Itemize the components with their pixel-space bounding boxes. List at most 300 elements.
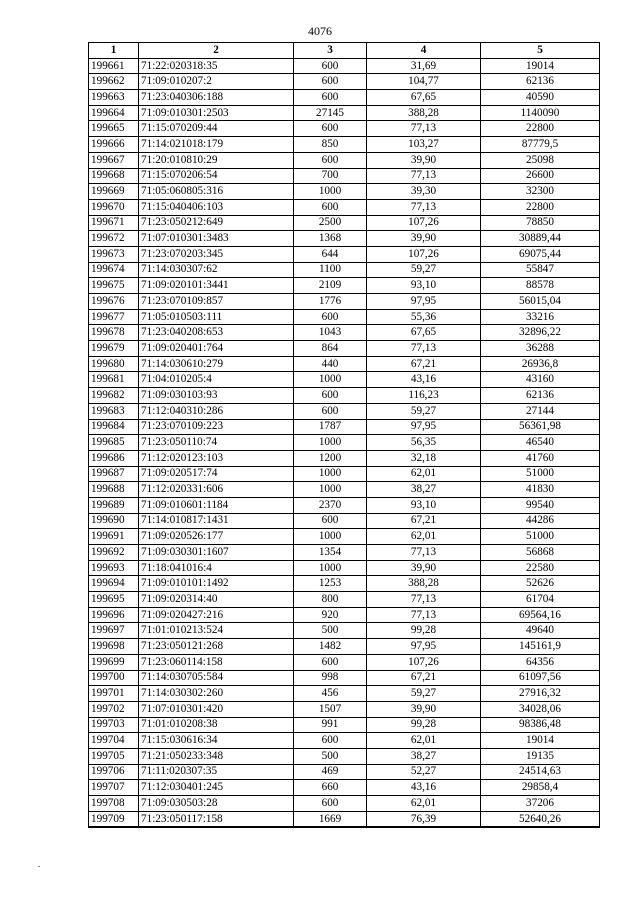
table-cell-col-2: 71:09:010301:2503	[139, 105, 294, 121]
table-cell-col-4: 59,27	[367, 686, 481, 702]
table-cell-col-4: 38,27	[367, 748, 481, 764]
table-cell-col-1: 199696	[89, 607, 139, 623]
table-cell-col-5: 36288	[481, 341, 600, 357]
table-row	[89, 733, 600, 749]
table-cell-col-2: 71:12:020331:606	[139, 482, 294, 498]
table-cell-col-2: 71:23:050110:74	[139, 435, 294, 451]
table-cell-col-4: 104,77	[367, 74, 481, 90]
table-cell-col-5: 49640	[481, 623, 600, 639]
table-cell-col-1: 199661	[89, 58, 139, 74]
table-cell-col-3: 600	[294, 152, 367, 168]
table-cell-col-3: 600	[294, 513, 367, 529]
table-cell-col-5: 32896,22	[481, 325, 600, 341]
table-cell-col-1: 199683	[89, 403, 139, 419]
table-cell-col-1: 199673	[89, 246, 139, 262]
table-row	[89, 482, 600, 498]
table-cell-col-1: 199686	[89, 450, 139, 466]
table-cell-col-2: 71:23:050117:158	[139, 811, 294, 827]
table-row	[89, 654, 600, 670]
table-row	[89, 701, 600, 717]
table-row	[89, 137, 600, 153]
table-cell-col-4: 77,13	[367, 545, 481, 561]
table-cell-col-2: 71:15:040406:103	[139, 199, 294, 215]
table-cell-col-4: 38,27	[367, 482, 481, 498]
table-cell-col-1: 199680	[89, 356, 139, 372]
table-row	[89, 513, 600, 529]
table-cell-col-5: 1140090	[481, 105, 600, 121]
table-row	[89, 639, 600, 655]
table-cell-col-5: 40590	[481, 90, 600, 106]
table-cell-col-1: 199662	[89, 74, 139, 90]
table-row	[89, 388, 600, 404]
table-cell-col-5: 46540	[481, 435, 600, 451]
table-row	[89, 764, 600, 780]
table-row	[89, 199, 600, 215]
table-cell-col-5: 27916,32	[481, 686, 600, 702]
table-cell-col-1: 199674	[89, 262, 139, 278]
table-cell-col-3: 600	[294, 309, 367, 325]
table-cell-col-2: 71:01:010208:38	[139, 717, 294, 733]
table-row	[89, 74, 600, 90]
table-cell-col-2: 71:05:010503:111	[139, 309, 294, 325]
table-cell-col-3: 600	[294, 403, 367, 419]
table-cell-col-5: 62136	[481, 388, 600, 404]
table-cell-col-4: 77,13	[367, 121, 481, 137]
table-cell-col-4: 67,21	[367, 513, 481, 529]
table-cell-col-5: 22580	[481, 560, 600, 576]
table-row	[89, 607, 600, 623]
table-cell-col-1: 199665	[89, 121, 139, 137]
table-cell-col-4: 99,28	[367, 623, 481, 639]
table-cell-col-4: 62,01	[367, 733, 481, 749]
table-cell-col-3: 456	[294, 686, 367, 702]
table-cell-col-1: 199677	[89, 309, 139, 325]
table-cell-col-3: 600	[294, 121, 367, 137]
table-cell-col-2: 71:09:010101:1492	[139, 576, 294, 592]
table-cell-col-3: 500	[294, 623, 367, 639]
table-cell-col-5: 56868	[481, 545, 600, 561]
table-row	[89, 560, 600, 576]
table-cell-col-3: 600	[294, 388, 367, 404]
table-row	[89, 341, 600, 357]
table-cell-col-4: 93,10	[367, 278, 481, 294]
table-cell-col-1: 199684	[89, 419, 139, 435]
table-cell-col-2: 71:01:010213:524	[139, 623, 294, 639]
table-cell-col-5: 27144	[481, 403, 600, 419]
table-cell-col-1: 199702	[89, 701, 139, 717]
page-number: 4076	[308, 24, 332, 38]
table-row	[89, 748, 600, 764]
table-cell-col-4: 388,28	[367, 576, 481, 592]
table-cell-col-3: 600	[294, 58, 367, 74]
table-cell-col-2: 71:11:020307:35	[139, 764, 294, 780]
table-cell-col-3: 998	[294, 670, 367, 686]
table-cell-col-4: 56,35	[367, 435, 481, 451]
table-cell-col-2: 71:14:030610:279	[139, 356, 294, 372]
table-cell-col-3: 864	[294, 341, 367, 357]
table-cell-col-3: 1669	[294, 811, 367, 827]
table-cell-col-3: 920	[294, 607, 367, 623]
table-cell-col-3: 1482	[294, 639, 367, 655]
table-cell-col-5: 145161,9	[481, 639, 600, 655]
table-cell-col-2: 71:07:010301:420	[139, 701, 294, 717]
table-row	[89, 356, 600, 372]
table-body	[89, 58, 600, 827]
table-cell-col-1: 199675	[89, 278, 139, 294]
table-cell-col-1: 199681	[89, 372, 139, 388]
table-cell-col-3: 991	[294, 717, 367, 733]
table-cell-col-5: 25098	[481, 152, 600, 168]
table-cell-col-4: 103,27	[367, 137, 481, 153]
table-cell-col-1: 199707	[89, 780, 139, 796]
table-cell-col-1: 199664	[89, 105, 139, 121]
table-cell-col-3: 1776	[294, 294, 367, 310]
table-row	[89, 231, 600, 247]
table-cell-col-1: 199676	[89, 294, 139, 310]
table-cell-col-2: 71:23:050212:649	[139, 215, 294, 231]
table-cell-col-5: 43160	[481, 372, 600, 388]
table-row	[89, 246, 600, 262]
table-cell-col-3: 1000	[294, 482, 367, 498]
table-cell-col-4: 77,13	[367, 592, 481, 608]
table-cell-col-4: 39,30	[367, 184, 481, 200]
table-cell-col-5: 98386,48	[481, 717, 600, 733]
table-cell-col-4: 67,21	[367, 356, 481, 372]
table-cell-col-2: 71:15:070209:44	[139, 121, 294, 137]
table-cell-col-2: 71:07:010301:3483	[139, 231, 294, 247]
table-cell-col-4: 97,95	[367, 639, 481, 655]
table-cell-col-4: 107,26	[367, 654, 481, 670]
table-cell-col-2: 71:15:070206:54	[139, 168, 294, 184]
table-cell-col-3: 2370	[294, 497, 367, 513]
table-row	[89, 576, 600, 592]
table-cell-col-4: 62,01	[367, 466, 481, 482]
table-cell-col-4: 116,23	[367, 388, 481, 404]
table-cell-col-4: 59,27	[367, 403, 481, 419]
table-cell-col-1: 199691	[89, 529, 139, 545]
table-cell-col-2: 71:23:050121:268	[139, 639, 294, 655]
table-row	[89, 58, 600, 74]
table-cell-col-1: 199695	[89, 592, 139, 608]
table-cell-col-2: 71:09:020401:764	[139, 341, 294, 357]
table-cell-col-5: 19135	[481, 748, 600, 764]
table-cell-col-1: 199682	[89, 388, 139, 404]
table-row	[89, 670, 600, 686]
table-cell-col-2: 71:09:010601:1184	[139, 497, 294, 513]
table-cell-col-4: 388,28	[367, 105, 481, 121]
table-cell-col-1: 199706	[89, 764, 139, 780]
table-cell-col-5: 69564,16	[481, 607, 600, 623]
scan-speck	[38, 866, 40, 867]
table-cell-col-5: 87779,5	[481, 137, 600, 153]
table-cell-col-1: 199688	[89, 482, 139, 498]
table-row	[89, 623, 600, 639]
table-cell-col-3: 1507	[294, 701, 367, 717]
table-row	[89, 529, 600, 545]
table-cell-col-1: 199671	[89, 215, 139, 231]
table-cell-col-5: 55847	[481, 262, 600, 278]
table-cell-col-5: 64356	[481, 654, 600, 670]
table-cell-col-2: 71:09:020427:216	[139, 607, 294, 623]
table-cell-col-3: 1000	[294, 184, 367, 200]
table-cell-col-1: 199694	[89, 576, 139, 592]
table-cell-col-4: 76,39	[367, 811, 481, 827]
column-header-3: 3	[294, 43, 367, 59]
column-header-2: 2	[139, 43, 294, 59]
table-cell-col-1: 199703	[89, 717, 139, 733]
table-cell-col-3: 469	[294, 764, 367, 780]
table-cell-col-2: 71:09:030301:1607	[139, 545, 294, 561]
table-cell-col-3: 1787	[294, 419, 367, 435]
table-cell-col-5: 22800	[481, 121, 600, 137]
table-cell-col-5: 51000	[481, 466, 600, 482]
table-row	[89, 717, 600, 733]
table-cell-col-4: 97,95	[367, 419, 481, 435]
table-cell-col-5: 44286	[481, 513, 600, 529]
table-cell-col-2: 71:14:021018:179	[139, 137, 294, 153]
table-cell-col-2: 71:14:030302:260	[139, 686, 294, 702]
table-cell-col-3: 600	[294, 74, 367, 90]
table-cell-col-2: 71:23:070203:345	[139, 246, 294, 262]
table-cell-col-1: 199693	[89, 560, 139, 576]
table-cell-col-4: 31,69	[367, 58, 481, 74]
column-header-1: 1	[89, 43, 139, 59]
table-cell-col-2: 71:21:050233:348	[139, 748, 294, 764]
table-cell-col-2: 71:09:030103:93	[139, 388, 294, 404]
table-cell-col-4: 43,16	[367, 780, 481, 796]
table-cell-col-3: 27145	[294, 105, 367, 121]
table-cell-col-1: 199663	[89, 90, 139, 106]
table-cell-col-2: 71:09:020526:177	[139, 529, 294, 545]
table-cell-col-1: 199666	[89, 137, 139, 153]
table-cell-col-5: 22800	[481, 199, 600, 215]
table-row	[89, 278, 600, 294]
table-cell-col-3: 600	[294, 796, 367, 812]
table-cell-col-4: 67,65	[367, 90, 481, 106]
table-row	[89, 545, 600, 561]
table-cell-col-5: 52640,26	[481, 811, 600, 827]
table-cell-col-3: 1000	[294, 435, 367, 451]
table-cell-col-3: 644	[294, 246, 367, 262]
table-cell-col-5: 69075,44	[481, 246, 600, 262]
column-header-4: 4	[367, 43, 481, 59]
table-cell-col-4: 107,26	[367, 246, 481, 262]
table-cell-col-4: 77,13	[367, 199, 481, 215]
table-row	[89, 325, 600, 341]
table-cell-col-3: 660	[294, 780, 367, 796]
table-cell-col-1: 199698	[89, 639, 139, 655]
table-row	[89, 780, 600, 796]
table-cell-col-3: 600	[294, 199, 367, 215]
table-cell-col-2: 71:23:040306:188	[139, 90, 294, 106]
table-cell-col-4: 62,01	[367, 529, 481, 545]
table-cell-col-2: 71:09:010207:2	[139, 74, 294, 90]
column-header-5: 5	[481, 43, 600, 59]
table-cell-col-2: 71:09:020517:74	[139, 466, 294, 482]
table-cell-col-2: 71:09:030503:28	[139, 796, 294, 812]
table-cell-col-4: 97,95	[367, 294, 481, 310]
table-cell-col-5: 62136	[481, 74, 600, 90]
table-cell-col-3: 500	[294, 748, 367, 764]
table-cell-col-4: 77,13	[367, 168, 481, 184]
table-cell-col-5: 29858,4	[481, 780, 600, 796]
table-cell-col-5: 99540	[481, 497, 600, 513]
table-cell-col-3: 2500	[294, 215, 367, 231]
table-cell-col-2: 71:23:040208:653	[139, 325, 294, 341]
table-cell-col-3: 1000	[294, 560, 367, 576]
table-cell-col-3: 1354	[294, 545, 367, 561]
table-cell-col-1: 199678	[89, 325, 139, 341]
table-cell-col-1: 199689	[89, 497, 139, 513]
table-cell-col-4: 77,13	[367, 341, 481, 357]
table-cell-col-1: 199667	[89, 152, 139, 168]
table-cell-col-5: 24514,63	[481, 764, 600, 780]
table-cell-col-5: 30889,44	[481, 231, 600, 247]
table-cell-col-5: 26936,8	[481, 356, 600, 372]
table-cell-col-5: 56361,98	[481, 419, 600, 435]
table-cell-col-2: 71:09:020314:40	[139, 592, 294, 608]
table-cell-col-5: 26600	[481, 168, 600, 184]
table-row	[89, 152, 600, 168]
table-cell-col-3: 1043	[294, 325, 367, 341]
table-cell-col-1: 199672	[89, 231, 139, 247]
table-cell-col-1: 199690	[89, 513, 139, 529]
table-row	[89, 403, 600, 419]
table-cell-col-2: 71:15:030616:34	[139, 733, 294, 749]
table-cell-col-2: 71:20:010810:29	[139, 152, 294, 168]
table-cell-col-4: 62,01	[367, 796, 481, 812]
table-cell-col-3: 1100	[294, 262, 367, 278]
table-row	[89, 168, 600, 184]
table-cell-col-4: 52,27	[367, 764, 481, 780]
table-row	[89, 419, 600, 435]
table-cell-col-3: 1000	[294, 529, 367, 545]
table-cell-col-5: 88578	[481, 278, 600, 294]
table-cell-col-1: 199700	[89, 670, 139, 686]
table-cell-col-2: 71:14:010817:1431	[139, 513, 294, 529]
table-row	[89, 435, 600, 451]
table-cell-col-3: 600	[294, 733, 367, 749]
table-cell-col-2: 71:09:020101:3441	[139, 278, 294, 294]
table-cell-col-3: 2109	[294, 278, 367, 294]
table-cell-col-4: 59,27	[367, 262, 481, 278]
table-cell-col-2: 71:04:010205:4	[139, 372, 294, 388]
table-cell-col-3: 1000	[294, 372, 367, 388]
table-cell-col-2: 71:23:070109:857	[139, 294, 294, 310]
table-row	[89, 105, 600, 121]
table-cell-col-2: 71:23:060114:158	[139, 654, 294, 670]
table-row	[89, 796, 600, 812]
table-cell-col-5: 56015,04	[481, 294, 600, 310]
table-cell-col-4: 77,13	[367, 607, 481, 623]
table-row	[89, 294, 600, 310]
table-cell-col-4: 55,36	[367, 309, 481, 325]
table-row	[89, 184, 600, 200]
table-cell-col-1: 199679	[89, 341, 139, 357]
table-cell-col-3: 800	[294, 592, 367, 608]
table-cell-col-4: 43,16	[367, 372, 481, 388]
table-cell-col-2: 71:05:060805:316	[139, 184, 294, 200]
table-cell-col-1: 199670	[89, 199, 139, 215]
table-cell-col-2: 71:23:070109:223	[139, 419, 294, 435]
table-cell-col-5: 19014	[481, 58, 600, 74]
table-cell-col-4: 67,21	[367, 670, 481, 686]
table-cell-col-4: 39,90	[367, 701, 481, 717]
table-cell-col-3: 600	[294, 90, 367, 106]
table-cell-col-1: 199668	[89, 168, 139, 184]
table-cell-col-4: 39,90	[367, 560, 481, 576]
table-cell-col-3: 600	[294, 654, 367, 670]
table-cell-col-1: 199685	[89, 435, 139, 451]
table-cell-col-5: 19014	[481, 733, 600, 749]
table-row	[89, 450, 600, 466]
table-cell-col-3: 440	[294, 356, 367, 372]
table-cell-col-1: 199704	[89, 733, 139, 749]
table-cell-col-2: 71:12:020123:103	[139, 450, 294, 466]
table-cell-col-4: 99,28	[367, 717, 481, 733]
table-cell-col-5: 41830	[481, 482, 600, 498]
table-cell-col-2: 71:18:041016:4	[139, 560, 294, 576]
table-cell-col-3: 850	[294, 137, 367, 153]
table-cell-col-5: 41760	[481, 450, 600, 466]
table-cell-col-4: 39,90	[367, 152, 481, 168]
table-cell-col-5: 37206	[481, 796, 600, 812]
table-cell-col-1: 199692	[89, 545, 139, 561]
table-cell-col-1: 199708	[89, 796, 139, 812]
table-row	[89, 121, 600, 137]
table-cell-col-2: 71:12:040310:286	[139, 403, 294, 419]
data-table	[88, 42, 600, 828]
table-cell-col-2: 71:22:020318:35	[139, 58, 294, 74]
table-cell-col-1: 199687	[89, 466, 139, 482]
table-row	[89, 686, 600, 702]
table-row	[89, 811, 600, 827]
table-row	[89, 592, 600, 608]
table-cell-col-5: 34028,06	[481, 701, 600, 717]
table-cell-col-5: 52626	[481, 576, 600, 592]
table-cell-col-2: 71:14:030307:62	[139, 262, 294, 278]
table-cell-col-5: 61704	[481, 592, 600, 608]
table-cell-col-3: 1368	[294, 231, 367, 247]
table-cell-col-2: 71:14:030705:584	[139, 670, 294, 686]
table-cell-col-1: 199705	[89, 748, 139, 764]
table-cell-col-4: 93,10	[367, 497, 481, 513]
table-cell-col-1: 199669	[89, 184, 139, 200]
table-cell-col-4: 107,26	[367, 215, 481, 231]
table-row	[89, 497, 600, 513]
table-row	[89, 90, 600, 106]
table-row	[89, 372, 600, 388]
table-cell-col-5: 61097,56	[481, 670, 600, 686]
table-cell-col-4: 32,18	[367, 450, 481, 466]
header-row	[89, 43, 600, 59]
table-cell-col-4: 67,65	[367, 325, 481, 341]
table-cell-col-1: 199701	[89, 686, 139, 702]
table-cell-col-1: 199699	[89, 654, 139, 670]
table-cell-col-3: 1000	[294, 466, 367, 482]
table-cell-col-5: 32300	[481, 184, 600, 200]
table-row	[89, 309, 600, 325]
table-cell-col-5: 78850	[481, 215, 600, 231]
table-cell-col-1: 199697	[89, 623, 139, 639]
table-cell-col-1: 199709	[89, 811, 139, 827]
table-row	[89, 215, 600, 231]
table-cell-col-2: 71:12:030401:245	[139, 780, 294, 796]
table-cell-col-3: 700	[294, 168, 367, 184]
table-cell-col-3: 1253	[294, 576, 367, 592]
table-row	[89, 466, 600, 482]
table-cell-col-5: 33216	[481, 309, 600, 325]
